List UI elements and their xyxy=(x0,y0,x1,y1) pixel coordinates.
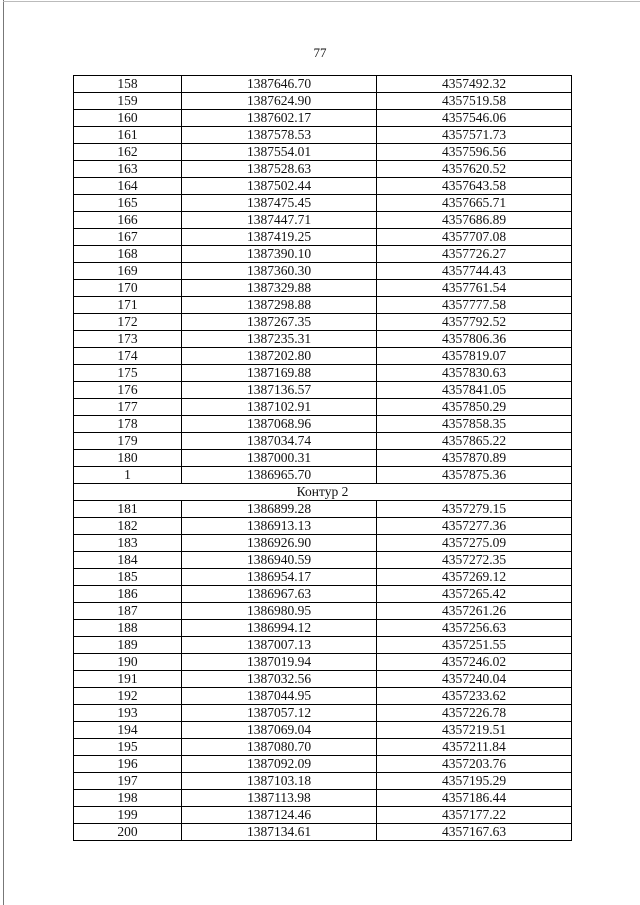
point-number-cell: 173 xyxy=(74,331,182,348)
table-row xyxy=(74,280,572,297)
table-row xyxy=(74,127,572,144)
y-coordinate-cell: 4357870.89 xyxy=(377,450,572,467)
point-number-cell: 166 xyxy=(74,212,182,229)
point-number-cell: 179 xyxy=(74,433,182,450)
table-row xyxy=(74,705,572,722)
point-number-cell: 1 xyxy=(74,467,182,484)
point-number-cell: 168 xyxy=(74,246,182,263)
table-row xyxy=(74,348,572,365)
coordinates-table xyxy=(73,75,572,841)
x-coordinate-cell: 1387235.31 xyxy=(182,331,377,348)
table-row xyxy=(74,161,572,178)
section-title: Контур 2 xyxy=(74,484,572,501)
table-row xyxy=(74,790,572,807)
x-coordinate-cell: 1386940.59 xyxy=(182,552,377,569)
y-coordinate-cell: 4357726.27 xyxy=(377,246,572,263)
y-coordinate-cell: 4357492.32 xyxy=(377,76,572,93)
y-coordinate-cell: 4357792.52 xyxy=(377,314,572,331)
y-coordinate-cell: 4357830.63 xyxy=(377,365,572,382)
point-number-cell: 187 xyxy=(74,603,182,620)
y-coordinate-cell: 4357195.29 xyxy=(377,773,572,790)
y-coordinate-cell: 4357777.58 xyxy=(377,297,572,314)
table-row xyxy=(74,144,572,161)
x-coordinate-cell: 1387034.74 xyxy=(182,433,377,450)
table-row xyxy=(74,382,572,399)
x-coordinate-cell: 1387624.90 xyxy=(182,93,377,110)
point-number-cell: 172 xyxy=(74,314,182,331)
table-row xyxy=(74,467,572,484)
y-coordinate-cell: 4357233.62 xyxy=(377,688,572,705)
table-row xyxy=(74,824,572,841)
x-coordinate-cell: 1386899.28 xyxy=(182,501,377,518)
x-coordinate-cell: 1387202.80 xyxy=(182,348,377,365)
table-row xyxy=(74,195,572,212)
point-number-cell: 191 xyxy=(74,671,182,688)
point-number-cell: 192 xyxy=(74,688,182,705)
x-coordinate-cell: 1387136.57 xyxy=(182,382,377,399)
x-coordinate-cell: 1387528.63 xyxy=(182,161,377,178)
y-coordinate-cell: 4357596.56 xyxy=(377,144,572,161)
y-coordinate-cell: 4357279.15 xyxy=(377,501,572,518)
y-coordinate-cell: 4357186.44 xyxy=(377,790,572,807)
x-coordinate-cell: 1387578.53 xyxy=(182,127,377,144)
table-row xyxy=(74,178,572,195)
point-number-cell: 194 xyxy=(74,722,182,739)
point-number-cell: 193 xyxy=(74,705,182,722)
table-row xyxy=(74,569,572,586)
page-edge-left xyxy=(3,0,4,905)
x-coordinate-cell: 1386994.12 xyxy=(182,620,377,637)
point-number-cell: 169 xyxy=(74,263,182,280)
table-row xyxy=(74,722,572,739)
x-coordinate-cell: 1387419.25 xyxy=(182,229,377,246)
y-coordinate-cell: 4357519.58 xyxy=(377,93,572,110)
y-coordinate-cell: 4357761.54 xyxy=(377,280,572,297)
x-coordinate-cell: 1387329.88 xyxy=(182,280,377,297)
y-coordinate-cell: 4357219.51 xyxy=(377,722,572,739)
y-coordinate-cell: 4357269.12 xyxy=(377,569,572,586)
y-coordinate-cell: 4357265.42 xyxy=(377,586,572,603)
y-coordinate-cell: 4357211.84 xyxy=(377,739,572,756)
point-number-cell: 196 xyxy=(74,756,182,773)
table-row xyxy=(74,671,572,688)
x-coordinate-cell: 1386926.90 xyxy=(182,535,377,552)
point-number-cell: 178 xyxy=(74,416,182,433)
y-coordinate-cell: 4357546.06 xyxy=(377,110,572,127)
x-coordinate-cell: 1387390.10 xyxy=(182,246,377,263)
x-coordinate-cell: 1387267.35 xyxy=(182,314,377,331)
x-coordinate-cell: 1386967.63 xyxy=(182,586,377,603)
table-row xyxy=(74,416,572,433)
point-number-cell: 199 xyxy=(74,807,182,824)
x-coordinate-cell: 1387360.30 xyxy=(182,263,377,280)
point-number-cell: 185 xyxy=(74,569,182,586)
y-coordinate-cell: 4357665.71 xyxy=(377,195,572,212)
x-coordinate-cell: 1387068.96 xyxy=(182,416,377,433)
y-coordinate-cell: 4357850.29 xyxy=(377,399,572,416)
y-coordinate-cell: 4357806.36 xyxy=(377,331,572,348)
y-coordinate-cell: 4357865.22 xyxy=(377,433,572,450)
point-number-cell: 167 xyxy=(74,229,182,246)
y-coordinate-cell: 4357571.73 xyxy=(377,127,572,144)
y-coordinate-cell: 4357686.89 xyxy=(377,212,572,229)
x-coordinate-cell: 1387602.17 xyxy=(182,110,377,127)
point-number-cell: 177 xyxy=(74,399,182,416)
point-number-cell: 190 xyxy=(74,654,182,671)
point-number-cell: 181 xyxy=(74,501,182,518)
point-number-cell: 198 xyxy=(74,790,182,807)
table-row xyxy=(74,314,572,331)
table-row xyxy=(74,246,572,263)
y-coordinate-cell: 4357226.78 xyxy=(377,705,572,722)
table-row xyxy=(74,110,572,127)
x-coordinate-cell: 1387103.18 xyxy=(182,773,377,790)
table-row xyxy=(74,263,572,280)
x-coordinate-cell: 1387080.70 xyxy=(182,739,377,756)
x-coordinate-cell: 1386954.17 xyxy=(182,569,377,586)
table-row xyxy=(74,365,572,382)
point-number-cell: 197 xyxy=(74,773,182,790)
page-number: 77 xyxy=(313,45,327,60)
y-coordinate-cell: 4357177.22 xyxy=(377,807,572,824)
table-row xyxy=(74,603,572,620)
table-row xyxy=(74,773,572,790)
x-coordinate-cell: 1387019.94 xyxy=(182,654,377,671)
point-number-cell: 183 xyxy=(74,535,182,552)
point-number-cell: 200 xyxy=(74,824,182,841)
y-coordinate-cell: 4357744.43 xyxy=(377,263,572,280)
point-number-cell: 160 xyxy=(74,110,182,127)
page-edge-top xyxy=(3,1,640,2)
point-number-cell: 188 xyxy=(74,620,182,637)
point-number-cell: 161 xyxy=(74,127,182,144)
x-coordinate-cell: 1387447.71 xyxy=(182,212,377,229)
table-row xyxy=(74,586,572,603)
point-number-cell: 165 xyxy=(74,195,182,212)
table-row xyxy=(74,807,572,824)
point-number-cell: 158 xyxy=(74,76,182,93)
x-coordinate-cell: 1387124.46 xyxy=(182,807,377,824)
x-coordinate-cell: 1386913.13 xyxy=(182,518,377,535)
table-row xyxy=(74,212,572,229)
table-row xyxy=(74,297,572,314)
x-coordinate-cell: 1387000.31 xyxy=(182,450,377,467)
point-number-cell: 171 xyxy=(74,297,182,314)
table-row xyxy=(74,535,572,552)
section-header-row xyxy=(74,484,572,501)
x-coordinate-cell: 1387113.98 xyxy=(182,790,377,807)
point-number-cell: 174 xyxy=(74,348,182,365)
y-coordinate-cell: 4357167.63 xyxy=(377,824,572,841)
point-number-cell: 170 xyxy=(74,280,182,297)
y-coordinate-cell: 4357875.36 xyxy=(377,467,572,484)
x-coordinate-cell: 1387069.04 xyxy=(182,722,377,739)
table-row xyxy=(74,501,572,518)
x-coordinate-cell: 1387554.01 xyxy=(182,144,377,161)
y-coordinate-cell: 4357841.05 xyxy=(377,382,572,399)
y-coordinate-cell: 4357203.76 xyxy=(377,756,572,773)
x-coordinate-cell: 1387475.45 xyxy=(182,195,377,212)
point-number-cell: 164 xyxy=(74,178,182,195)
y-coordinate-cell: 4357620.52 xyxy=(377,161,572,178)
y-coordinate-cell: 4357240.04 xyxy=(377,671,572,688)
point-number-cell: 159 xyxy=(74,93,182,110)
x-coordinate-cell: 1387102.91 xyxy=(182,399,377,416)
y-coordinate-cell: 4357246.02 xyxy=(377,654,572,671)
y-coordinate-cell: 4357707.08 xyxy=(377,229,572,246)
table-row xyxy=(74,93,572,110)
table-row xyxy=(74,76,572,93)
table-row xyxy=(74,450,572,467)
x-coordinate-cell: 1387032.56 xyxy=(182,671,377,688)
point-number-cell: 182 xyxy=(74,518,182,535)
point-number-cell: 163 xyxy=(74,161,182,178)
x-coordinate-cell: 1387044.95 xyxy=(182,688,377,705)
y-coordinate-cell: 4357261.26 xyxy=(377,603,572,620)
table-row xyxy=(74,552,572,569)
x-coordinate-cell: 1387502.44 xyxy=(182,178,377,195)
point-number-cell: 189 xyxy=(74,637,182,654)
y-coordinate-cell: 4357256.63 xyxy=(377,620,572,637)
table-row xyxy=(74,331,572,348)
table-row xyxy=(74,739,572,756)
table-row xyxy=(74,654,572,671)
x-coordinate-cell: 1387646.70 xyxy=(182,76,377,93)
point-number-cell: 186 xyxy=(74,586,182,603)
y-coordinate-cell: 4357275.09 xyxy=(377,535,572,552)
point-number-cell: 180 xyxy=(74,450,182,467)
x-coordinate-cell: 1387169.88 xyxy=(182,365,377,382)
x-coordinate-cell: 1387134.61 xyxy=(182,824,377,841)
point-number-cell: 175 xyxy=(74,365,182,382)
table-row xyxy=(74,756,572,773)
point-number-cell: 162 xyxy=(74,144,182,161)
coordinates-table-body xyxy=(74,76,572,841)
x-coordinate-cell: 1387007.13 xyxy=(182,637,377,654)
point-number-cell: 176 xyxy=(74,382,182,399)
table-row xyxy=(74,688,572,705)
y-coordinate-cell: 4357858.35 xyxy=(377,416,572,433)
x-coordinate-cell: 1386980.95 xyxy=(182,603,377,620)
table-row xyxy=(74,433,572,450)
y-coordinate-cell: 4357251.55 xyxy=(377,637,572,654)
y-coordinate-cell: 4357819.07 xyxy=(377,348,572,365)
y-coordinate-cell: 4357272.35 xyxy=(377,552,572,569)
y-coordinate-cell: 4357277.36 xyxy=(377,518,572,535)
point-number-cell: 184 xyxy=(74,552,182,569)
table-row xyxy=(74,518,572,535)
table-row xyxy=(74,229,572,246)
x-coordinate-cell: 1387057.12 xyxy=(182,705,377,722)
table-row xyxy=(74,399,572,416)
table-row xyxy=(74,637,572,654)
table-row xyxy=(74,620,572,637)
y-coordinate-cell: 4357643.58 xyxy=(377,178,572,195)
x-coordinate-cell: 1387092.09 xyxy=(182,756,377,773)
x-coordinate-cell: 1386965.70 xyxy=(182,467,377,484)
point-number-cell: 195 xyxy=(74,739,182,756)
x-coordinate-cell: 1387298.88 xyxy=(182,297,377,314)
